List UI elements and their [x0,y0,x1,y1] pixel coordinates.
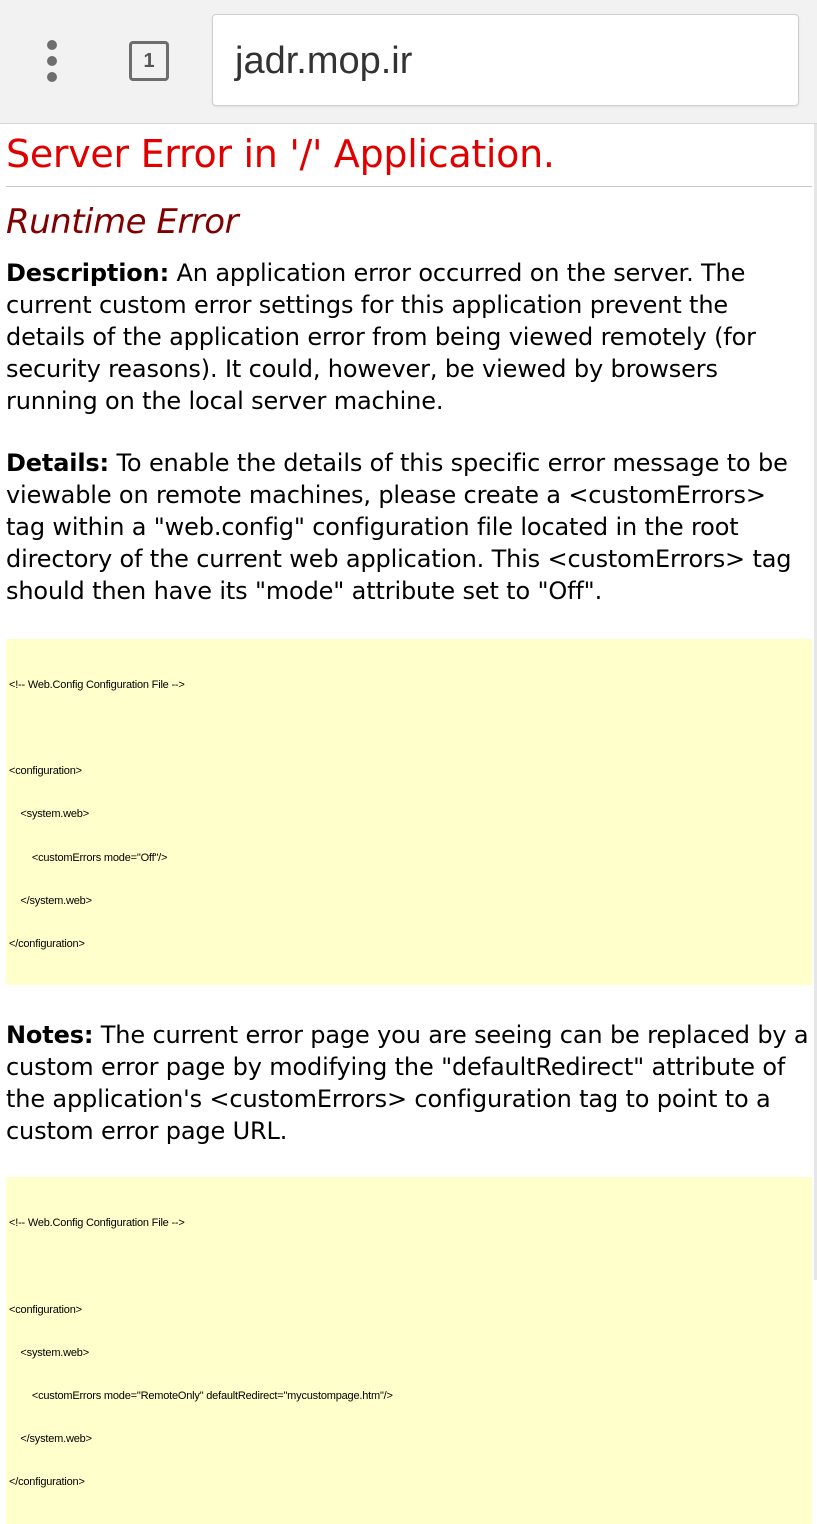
url-text[interactable]: jadr.mop.ir [235,40,413,82]
address-bar[interactable] [212,14,799,106]
page-title: Server Error in '/' Application. [6,132,555,176]
code-line: <system.web> [9,808,89,821]
code-line: <customErrors mode="Off"/> [9,851,168,864]
details-text: To enable the details of this specific error message to be viewable on remote machines, please create a <customErrors> tag within a "web.config" configuration file located in the root directory of the current web application. This <customErrors> tag should then have its "mode" attribute set to "Off". [6,449,792,605]
code-line: </system.web> [9,1433,92,1446]
code-line [9,1259,809,1273]
title-divider [6,186,812,187]
code-line: <!-- Web.Config Configuration File --> [9,678,185,691]
config-code-block-remote [6,1177,812,1523]
tab-switcher-icon[interactable] [129,41,169,81]
code-line: <configuration> [9,765,82,778]
code-line: <!-- Web.Config Configuration File --> [9,1217,185,1230]
notes-label: Notes: [6,1021,94,1050]
code-line: <configuration> [9,1303,82,1316]
kebab-menu-icon[interactable] [38,40,66,82]
code-line: <system.web> [9,1346,89,1359]
description-label: Description: [6,259,170,287]
code-line: </system.web> [9,894,92,907]
description-paragraph [6,257,812,417]
details-label: Details: [6,449,110,477]
config-code-block-off [6,639,812,985]
details-paragraph [6,447,812,607]
page-content [6,124,812,1524]
notes-paragraph [6,1019,812,1147]
description-text: An application error occurred on the server. The current custom error settings for this application prevent the details of the application error from being viewed remotely (for security reasons). It could, however, be viewed by browsers running on the local server machine. [6,259,756,415]
notes-text: The current error page you are seeing can be replaced by a custom error page by modifying the "defaultRedirect" attribute of the application's <customErrors> configuration tag to point to a custom error page URL. [6,1021,809,1146]
code-line [9,721,809,735]
tab-count: 1 [143,50,155,72]
code-line: </configuration> [9,938,85,951]
code-line: <customErrors mode="RemoteOnly" defaultRedirect="mycustompage.htm"/> [9,1390,393,1403]
code-line: </configuration> [9,1476,85,1489]
browser-toolbar [0,0,817,124]
error-subtitle: Runtime Error [6,202,239,242]
